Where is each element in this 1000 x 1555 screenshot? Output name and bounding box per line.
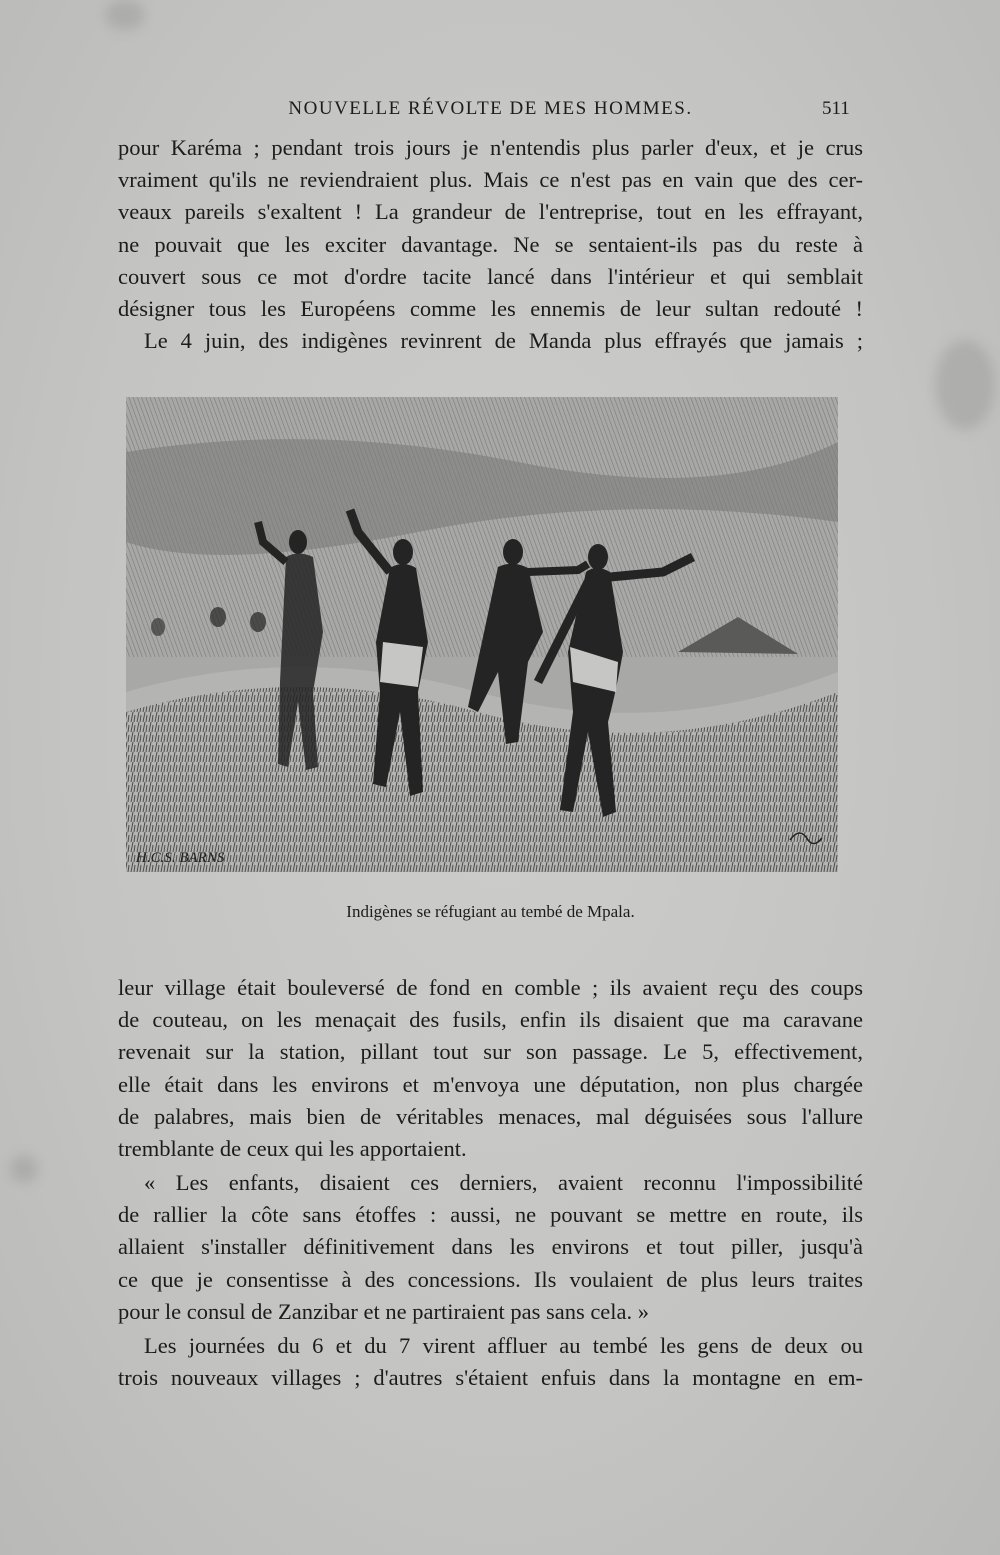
engraving-illustration: [118, 392, 848, 882]
text-line: « Les enfants, disaient ces derniers, avaient reconnu l'impossibilité: [144, 1170, 863, 1195]
text-line: de palabres, mais bien de véritables menaces, mal déguisées sous l'allure: [118, 1103, 863, 1129]
stain: [10, 1155, 38, 1183]
running-title: NOUVELLE RÉVOLTE DE MES HOMMES.: [288, 98, 693, 119]
text-line: ne pouvait que les exciter davantage. Ne se sentaient-ils pas du reste à: [118, 231, 863, 257]
text-line: ce que je consentisse à des concessions. Ils voulaient de plus leurs traites: [118, 1266, 863, 1292]
text-line: elle était dans les environs et m'envoya une députation, non plus chargée: [118, 1071, 863, 1097]
bottom-paragraph-1: [118, 972, 863, 1165]
page-number: 511: [822, 98, 850, 119]
text-line: vraiment qu'ils ne reviendraient plus. Mais ce n'est pas en vain que des cer-: [118, 167, 863, 193]
stain: [935, 340, 995, 430]
text-line: pour le consul de Zanzibar et ne partiraient pas sans cela. »: [118, 1298, 650, 1324]
engraver-signature: H.C.S. BARNS: [136, 850, 225, 866]
text-line: couvert sous ce mot d'ordre tacite lancé dans l'intérieur et qui semblait: [118, 263, 863, 289]
text-line: pour Karéma ; pendant trois jours je n'entendis plus parler d'eux, et je crus: [118, 135, 863, 160]
engraving-image: [118, 392, 848, 882]
figure-caption: Indigènes se réfugiant au tembé de Mpala.: [346, 902, 635, 921]
text-line: de couteau, on les menaçait des fusils, enfin ils disaient que ma caravane: [118, 1007, 863, 1033]
text-line: leur village était bouleversé de fond en comble ; ils avaient reçu des coups: [118, 975, 863, 1000]
stain: [105, 0, 145, 30]
text-line: allaient s'installer définitivement dans les environs et tout piller, jusqu'à: [118, 1234, 863, 1260]
bottom-paragraph-2: [118, 1167, 863, 1328]
text-line: de rallier la côte sans étoffes : aussi, ne pouvant se mettre en route, ils: [118, 1202, 863, 1228]
bottom-paragraph-3: [118, 1330, 863, 1394]
text-line: trois nouveaux villages ; d'autres s'étaient enfuis dans la montagne en em-: [118, 1365, 863, 1391]
top-paragraph: [118, 132, 863, 357]
text-line: revenait sur la station, pillant tout sur son passage. Le 5, effectivement,: [118, 1039, 863, 1065]
text-line: Le 4 juin, des indigènes revinrent de Manda plus effrayés que jamais ;: [144, 328, 863, 354]
text-line: désigner tous les Européens comme les ennemis de leur sultan redouté !: [118, 296, 863, 322]
text-line: veaux pareils s'exaltent ! La grandeur de l'entreprise, tout en les effrayant,: [118, 199, 863, 225]
text-line: tremblante de ceux qui les apportaient.: [118, 1136, 467, 1162]
text-line: Les journées du 6 et du 7 virent affluer au tembé les gens de deux ou: [144, 1333, 863, 1358]
